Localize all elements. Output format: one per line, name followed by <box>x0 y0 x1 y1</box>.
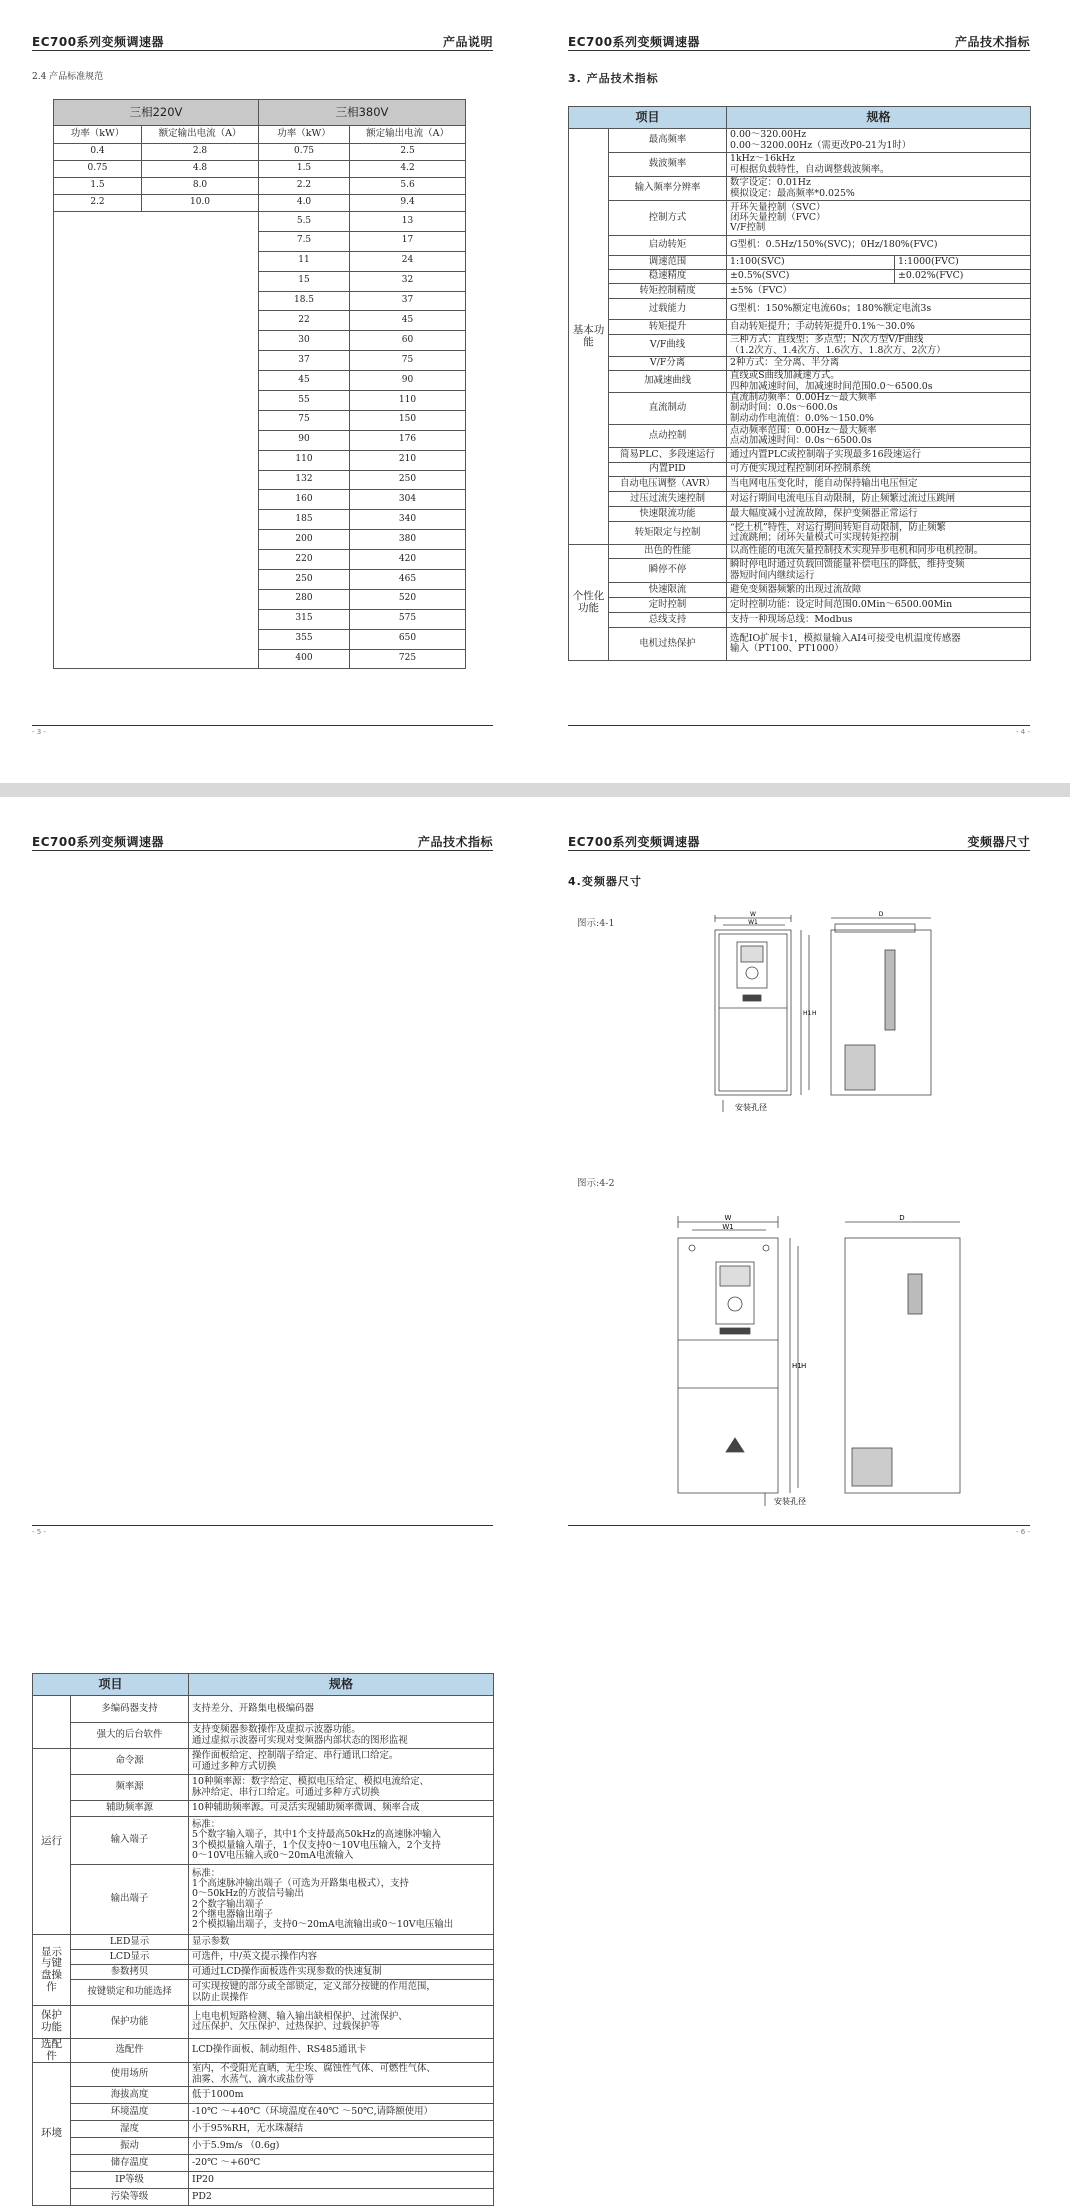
power-380v: 11 <box>259 251 350 271</box>
current-220v: 4.8 <box>142 161 259 178</box>
page-5 <box>0 800 535 2203</box>
spec-item: 载波频率 <box>609 153 727 177</box>
spec-row <box>33 1749 494 1775</box>
spec-value: 直流制动频率：0.00Hz～最大频率 制动时间：0.0s～600.0s 制动动作电流值：0.0%～150.0% <box>727 393 1031 425</box>
spec-row <box>569 522 1031 545</box>
page-header <box>32 33 493 51</box>
spec-item: 转矩限定与控制 <box>609 522 727 545</box>
spec-item: 转矩控制精度 <box>609 284 727 299</box>
section-title: 3. 产品技术指标 <box>568 72 659 85</box>
spec-row <box>33 1723 494 1749</box>
spec-item: 选配件 <box>71 2039 189 2063</box>
category-protect: 保护功能 <box>33 2006 71 2039</box>
spec-row <box>569 492 1031 507</box>
spec-item: LED显示 <box>71 1935 189 1950</box>
spec-value: 小于95%RH，无水珠凝结 <box>189 2121 494 2138</box>
spec-row <box>33 2104 494 2121</box>
spec-row <box>33 1980 494 2006</box>
current-380v: 2.5 <box>350 144 466 161</box>
section-title: 4.变频器尺寸 <box>568 875 642 888</box>
spec-item: 快速限流功能 <box>609 507 727 522</box>
spec-item: V/F分离 <box>609 357 727 371</box>
dimension-drawing-large <box>670 1210 970 1510</box>
spec-row <box>569 393 1031 425</box>
col-spec: 规格 <box>189 1674 494 1696</box>
power-380v: 15 <box>259 271 350 291</box>
current-380v: 24 <box>350 251 466 271</box>
spec-value: 最大幅度减小过流故障，保护变频器正常运行 <box>727 507 1031 522</box>
spec-row <box>569 236 1031 256</box>
spec-item: 频率源 <box>71 1775 189 1801</box>
spec-row <box>33 2155 494 2172</box>
spec-value: 避免变频器频繁的出现过流故障 <box>727 583 1031 598</box>
header-title: EC700系列变频调速器 <box>32 835 165 849</box>
current-380v: 150 <box>350 410 466 430</box>
page-6 <box>535 800 1070 1575</box>
power-380v: 400 <box>259 649 350 669</box>
spec-item: 参数拷贝 <box>71 1965 189 1980</box>
power-380v: 2.2 <box>259 178 350 195</box>
spec-row <box>33 1965 494 1980</box>
current-380v: 90 <box>350 371 466 391</box>
page-footer: - 4 - <box>568 725 1030 736</box>
current-380v: 210 <box>350 450 466 470</box>
power-380v: 37 <box>259 351 350 371</box>
spec-item: LCD显示 <box>71 1950 189 1965</box>
spec-item: 瞬停不停 <box>609 559 727 583</box>
spec-row <box>569 507 1031 522</box>
spec-row <box>33 1935 494 1950</box>
spec-value: 可方便实现过程控制闭环控制系统 <box>727 463 1031 477</box>
dim-w1: W1 <box>748 919 758 926</box>
dim-d: D <box>878 911 884 918</box>
table-row <box>54 178 466 195</box>
spec-value: IP20 <box>189 2172 494 2189</box>
col-power: 功率（kW） <box>54 126 142 144</box>
spec-value: 10种频率源：数字给定、模拟电压给定、模拟电流给定、 脉冲给定、串行口给定。可通过多种方式切换 <box>189 1775 494 1801</box>
spec-item: 储存温度 <box>71 2155 189 2172</box>
spec-value: 可通过LCD操作面板选件实现参数的快速复制 <box>189 1965 494 1980</box>
dimension-drawing-small <box>705 910 945 1115</box>
spec-value: 以高性能的电流矢量控制技术实现异步电机和同步电机控制。 <box>727 545 1031 559</box>
spec-row <box>569 270 1031 284</box>
spec-item: 直流制动 <box>609 393 727 425</box>
mounting-hole-label: 安装孔径 <box>774 1497 806 1506</box>
power-380v: 22 <box>259 311 350 331</box>
dim-w: W <box>724 1214 732 1222</box>
current-380v: 340 <box>350 510 466 530</box>
header-title: EC700系列变频调速器 <box>568 35 701 49</box>
col-current: 额定输出电流（A） <box>350 126 466 144</box>
current-220v: 8.0 <box>142 178 259 195</box>
category-empty <box>33 1696 71 1749</box>
spec-item: 振动 <box>71 2138 189 2155</box>
spec-value: 支持一种现场总线：Modbus <box>727 613 1031 628</box>
tech-spec-body <box>569 129 1031 661</box>
spec-item: 多编码器支持 <box>71 1696 189 1723</box>
spec-row <box>33 1775 494 1801</box>
spec-item: 总线支持 <box>609 613 727 628</box>
power-380v: 280 <box>259 589 350 609</box>
spec-value: 点动频率范围：0.00Hz～最大频率 点动加减速时间：0.0s～6500.0s <box>727 425 1031 448</box>
header-section: 产品技术指标 <box>417 835 493 849</box>
spec-table-body <box>54 126 466 669</box>
current-380v: 32 <box>350 271 466 291</box>
spec-item: 启动转矩 <box>609 236 727 256</box>
spec-value: 0.00～320.00Hz 0.00～3200.00Hz（需更改P0-21为1时） <box>727 129 1031 153</box>
spec-item: 使用场所 <box>71 2063 189 2087</box>
header-section: 变频器尺寸 <box>967 835 1030 849</box>
spec-value: 显示参数 <box>189 1935 494 1950</box>
spec-row <box>569 320 1031 335</box>
spec-value: 10种辅助频率源。可灵活实现辅助频率微调、频率合成 <box>189 1801 494 1817</box>
figure-label-1: 图示:4-1 <box>577 918 615 929</box>
spec-item: 调速范围 <box>609 256 727 270</box>
page-footer: - 3 - <box>32 725 493 736</box>
spec-value: 可实现按键的部分或全部锁定，定义部分按键的作用范围， 以防止误操作 <box>189 1980 494 2006</box>
spec-value: 操作面板给定、控制端子给定、串行通讯口给定。 可通过多种方式切换 <box>189 1749 494 1775</box>
current-380v: 575 <box>350 609 466 629</box>
spec-row <box>33 2172 494 2189</box>
header-title: EC700系列变频调速器 <box>32 35 165 49</box>
current-380v: 45 <box>350 311 466 331</box>
current-220v: 10.0 <box>142 195 259 212</box>
page-header <box>568 33 1030 51</box>
spec-row <box>569 357 1031 371</box>
tech-spec-body <box>33 1696 494 2206</box>
power-380v: 0.75 <box>259 144 350 161</box>
spec-row <box>569 177 1031 201</box>
header-section: 产品说明 <box>442 35 493 49</box>
category-run: 运行 <box>33 1749 71 1935</box>
power-380v: 5.5 <box>259 212 350 232</box>
tech-spec-table <box>32 1673 494 2206</box>
spec-value: 直线或S曲线加减速方式。 四种加减速时间，加减速时间范围0.0～6500.0s <box>727 371 1031 393</box>
mounting-hole-label: 安装孔径 <box>735 1103 767 1112</box>
spec-value: PD2 <box>189 2189 494 2206</box>
current-380v: 420 <box>350 550 466 570</box>
spec-value: -20℃ ～+60℃ <box>189 2155 494 2172</box>
spec-row <box>33 1696 494 1723</box>
current-220v: 2.8 <box>142 144 259 161</box>
col-item: 项目 <box>33 1674 189 1696</box>
current-380v: 250 <box>350 470 466 490</box>
spec-row <box>569 256 1031 270</box>
spec-row <box>33 2006 494 2039</box>
spec-item: 稳速精度 <box>609 270 727 284</box>
power-380v: 1.5 <box>259 161 350 178</box>
spec-value: G型机：150%额定电流60s；180%额定电流3s <box>727 299 1031 320</box>
spec-value: 自动转矩提升；手动转矩提升0.1%～30.0% <box>727 320 1031 335</box>
spec-row <box>33 1801 494 1817</box>
spec-item: 输入频率分辨率 <box>609 177 727 201</box>
spec-value: 支持变频器参数操作及虚拟示波器功能。 通过虚拟示波器可实现对变频器内部状态的图形监视 <box>189 1723 494 1749</box>
spec-item: 电机过热保护 <box>609 628 727 661</box>
table-row <box>54 144 466 161</box>
col-item: 项目 <box>569 107 727 129</box>
spec-row <box>33 2189 494 2206</box>
spec-value: 对运行期间电流电压自动限制，防止频繁过流过压跳闸 <box>727 492 1031 507</box>
spec-value: 1:100(SVC) <box>727 256 895 270</box>
spec-value: 上电电机短路检测、输入输出缺相保护、过流保护、 过压保护、欠压保护、过热保护、过载保护等 <box>189 2006 494 2039</box>
power-380v: 132 <box>259 470 350 490</box>
spec-row <box>569 583 1031 598</box>
spec-value: ±0.5%(SVC) <box>727 270 895 284</box>
current-380v: 650 <box>350 629 466 649</box>
spec-value: LCD操作面板、制动组件、RS485通讯卡 <box>189 2039 494 2063</box>
power-380v: 30 <box>259 331 350 351</box>
figure-label-2: 图示:4-2 <box>577 1178 615 1189</box>
current-380v: 110 <box>350 391 466 411</box>
dim-w1: W1 <box>722 1223 734 1231</box>
spec-item: 加减速曲线 <box>609 371 727 393</box>
spec-item: 转矩提升 <box>609 320 727 335</box>
category-basic: 基本功能 <box>569 129 609 545</box>
spec-item: 命令源 <box>71 1749 189 1775</box>
current-380v: 520 <box>350 589 466 609</box>
spec-value: “挖土机”特性，对运行期间转矩自动限制，防止频繁 过流跳闸；闭环矢量模式可实现转矩控制 <box>727 522 1031 545</box>
spec-value: 当电网电压变化时，能自动保持输出电压恒定 <box>727 477 1031 492</box>
spec-item: 输入端子 <box>71 1817 189 1865</box>
table-row <box>54 161 466 178</box>
spec-item: IP等级 <box>71 2172 189 2189</box>
current-380v: 304 <box>350 490 466 510</box>
spec-item: 保护功能 <box>71 2006 189 2039</box>
spec-value: 2种方式：全分离、半分离 <box>727 357 1031 371</box>
spec-item: 辅助频率源 <box>71 1801 189 1817</box>
header-title: EC700系列变频调速器 <box>568 835 701 849</box>
dim-d: D <box>899 1214 905 1222</box>
spec-value: 标准： 5个数字输入端子，其中1个支持最高50kHz的高速脉冲输入 3个模拟量输入端子，1个仅支持0～10V电压输入，2个支持 0～10V电压输入或0～20mA电流输入 <box>189 1817 494 1865</box>
spec-value: 低于1000m <box>189 2087 494 2104</box>
category-display: 显示与键盘操作 <box>33 1935 71 2006</box>
dim-h: H <box>812 1010 817 1017</box>
spec-item: 湿度 <box>71 2121 189 2138</box>
power-220v: 2.2 <box>54 195 142 212</box>
spec-value: ±5%（FVC） <box>727 284 1031 299</box>
spec-row <box>569 628 1031 661</box>
spec-value-2: 1:1000(FVC) <box>895 256 1031 270</box>
current-380v: 465 <box>350 570 466 590</box>
power-380v: 7.5 <box>259 231 350 251</box>
current-380v: 5.6 <box>350 178 466 195</box>
spec-item: 污染等级 <box>71 2189 189 2206</box>
empty-cell <box>54 212 259 669</box>
spec-item: 出色的性能 <box>609 545 727 559</box>
col-power: 功率（kW） <box>259 126 350 144</box>
power-380v: 18.5 <box>259 291 350 311</box>
spec-value: 选配IO扩展卡1，模拟量输入AI4可接受电机温度传感器 输入（PT100、PT1000） <box>727 628 1031 661</box>
spec-row <box>33 2063 494 2087</box>
spec-item: 定时控制 <box>609 598 727 613</box>
tech-spec-table <box>568 106 1031 661</box>
spec-value: -10℃ ～+40℃（环境温度在40℃ ～50℃,请降额使用） <box>189 2104 494 2121</box>
page-header <box>32 833 493 851</box>
spec-item: 环境温度 <box>71 2104 189 2121</box>
col-spec: 规格 <box>727 107 1031 129</box>
spec-item: 按键锁定和功能选择 <box>71 1980 189 2006</box>
power-380v: 355 <box>259 629 350 649</box>
spec-row <box>33 2138 494 2155</box>
spec-value: 小于5.9m/s （0.6g) <box>189 2138 494 2155</box>
spec-value: 室内，不受阳光直晒，无尘埃、腐蚀性气体、可燃性气体、 油雾、水蒸气、滴水或盐份等 <box>189 2063 494 2087</box>
power-380v: 220 <box>259 550 350 570</box>
power-380v: 45 <box>259 371 350 391</box>
current-380v: 380 <box>350 530 466 550</box>
dim-h: H <box>801 1362 807 1370</box>
section-title: 2.4 产品标准规范 <box>32 72 104 82</box>
power-380v: 55 <box>259 391 350 411</box>
spec-value-2: ±0.02%(FVC) <box>895 270 1031 284</box>
category-personal: 个性化功能 <box>569 545 609 661</box>
page-header <box>568 833 1030 851</box>
spec-item: 控制方式 <box>609 201 727 236</box>
spec-item: 自动电压调整（AVR） <box>609 477 727 492</box>
spec-row <box>33 2039 494 2063</box>
category-option: 选配件 <box>33 2039 71 2063</box>
spec-row <box>569 425 1031 448</box>
category-env: 环境 <box>33 2063 71 2206</box>
power-380v: 200 <box>259 530 350 550</box>
current-380v: 4.2 <box>350 161 466 178</box>
current-380v: 9.4 <box>350 195 466 212</box>
spec-value: 可选件，中/英文提示操作内容 <box>189 1950 494 1965</box>
page-separator <box>0 783 1070 797</box>
dim-w: W <box>750 911 756 918</box>
table-row <box>54 195 466 212</box>
spec-value: 1kHz～16kHz 可根据负载特性，自动调整载波频率。 <box>727 153 1031 177</box>
spec-row <box>33 1865 494 1935</box>
page-footer: - 5 - <box>32 1525 493 1536</box>
current-380v: 17 <box>350 231 466 251</box>
spec-row <box>569 448 1031 463</box>
power-380v: 160 <box>259 490 350 510</box>
spec-value: 标准： 1个高速脉冲输出端子（可选为开路集电极式），支持 0～50kHz的方波信号输出 2个数字输出端子 2个继电器输出端子 2个模拟输出端子，支持0～20mA电流输出或0～10V电压输出 <box>189 1865 494 1935</box>
power-220v: 1.5 <box>54 178 142 195</box>
spec-row <box>569 463 1031 477</box>
power-380v: 315 <box>259 609 350 629</box>
page-footer: - 6 - <box>568 1525 1030 1536</box>
power-380v: 250 <box>259 570 350 590</box>
spec-row <box>569 598 1031 613</box>
spec-value: G型机：0.5Hz/150%(SVC)；0Hz/180%(FVC) <box>727 236 1031 256</box>
spec-item: 强大的后台软件 <box>71 1723 189 1749</box>
spec-row <box>569 613 1031 628</box>
spec-row <box>33 2121 494 2138</box>
spec-row <box>569 545 1031 559</box>
power-380v: 185 <box>259 510 350 530</box>
group-380v: 三相380V <box>259 100 466 126</box>
current-380v: 176 <box>350 430 466 450</box>
spec-item: V/F曲线 <box>609 335 727 357</box>
spec-item: 内置PID <box>609 463 727 477</box>
dim-h1: H1 <box>803 1010 812 1017</box>
group-220v: 三相220V <box>54 100 259 126</box>
spec-row <box>569 371 1031 393</box>
spec-row <box>569 477 1031 492</box>
power-380v: 4.0 <box>259 195 350 212</box>
spec-value: 通过内置PLC或控制端子实现最多16段速运行 <box>727 448 1031 463</box>
spec-item: 点动控制 <box>609 425 727 448</box>
col-current: 额定输出电流（A） <box>142 126 259 144</box>
spec-value: 支持差分、开路集电极编码器 <box>189 1696 494 1723</box>
page-3 <box>0 0 535 775</box>
spec-item: 海拔高度 <box>71 2087 189 2104</box>
spec-row <box>569 335 1031 357</box>
current-380v: 60 <box>350 331 466 351</box>
spec-item: 过载能力 <box>609 299 727 320</box>
dim-h1: H1 <box>792 1362 802 1370</box>
spec-value: 三种方式：直线型；多点型；N次方型V/F曲线 （1.2次方、1.4次方、1.6次方、1.8次方、2次方） <box>727 335 1031 357</box>
spec-row <box>569 559 1031 583</box>
spec-row <box>569 299 1031 320</box>
spec-row <box>569 284 1031 299</box>
spec-table <box>53 99 466 669</box>
page-4 <box>535 0 1070 775</box>
current-380v: 37 <box>350 291 466 311</box>
spec-value: 瞬时停电时通过负载回馈能量补偿电压的降低，维持变频 器短时间内继续运行 <box>727 559 1031 583</box>
power-380v: 90 <box>259 430 350 450</box>
spec-item: 快速限流 <box>609 583 727 598</box>
spec-value: 开环矢量控制（SVC） 闭环矢量控制（FVC） V/F控制 <box>727 201 1031 236</box>
current-380v: 13 <box>350 212 466 232</box>
power-220v: 0.4 <box>54 144 142 161</box>
spec-row <box>569 129 1031 153</box>
spec-item: 过压过流失速控制 <box>609 492 727 507</box>
spec-row <box>569 153 1031 177</box>
spec-value: 定时控制功能：设定时间范围0.0Min～6500.00Min <box>727 598 1031 613</box>
spec-item: 最高频率 <box>609 129 727 153</box>
spec-item: 输出端子 <box>71 1865 189 1935</box>
power-380v: 110 <box>259 450 350 470</box>
spec-row <box>33 1817 494 1865</box>
spec-item: 简易PLC、多段速运行 <box>609 448 727 463</box>
spec-row <box>33 1950 494 1965</box>
current-380v: 75 <box>350 351 466 371</box>
header-section: 产品技术指标 <box>954 35 1030 49</box>
spec-row <box>569 201 1031 236</box>
spec-value: 数字设定：0.01Hz 模拟设定：最高频率*0.025% <box>727 177 1031 201</box>
power-220v: 0.75 <box>54 161 142 178</box>
spec-row <box>33 2087 494 2104</box>
current-380v: 725 <box>350 649 466 669</box>
table-row <box>54 212 466 232</box>
power-380v: 75 <box>259 410 350 430</box>
